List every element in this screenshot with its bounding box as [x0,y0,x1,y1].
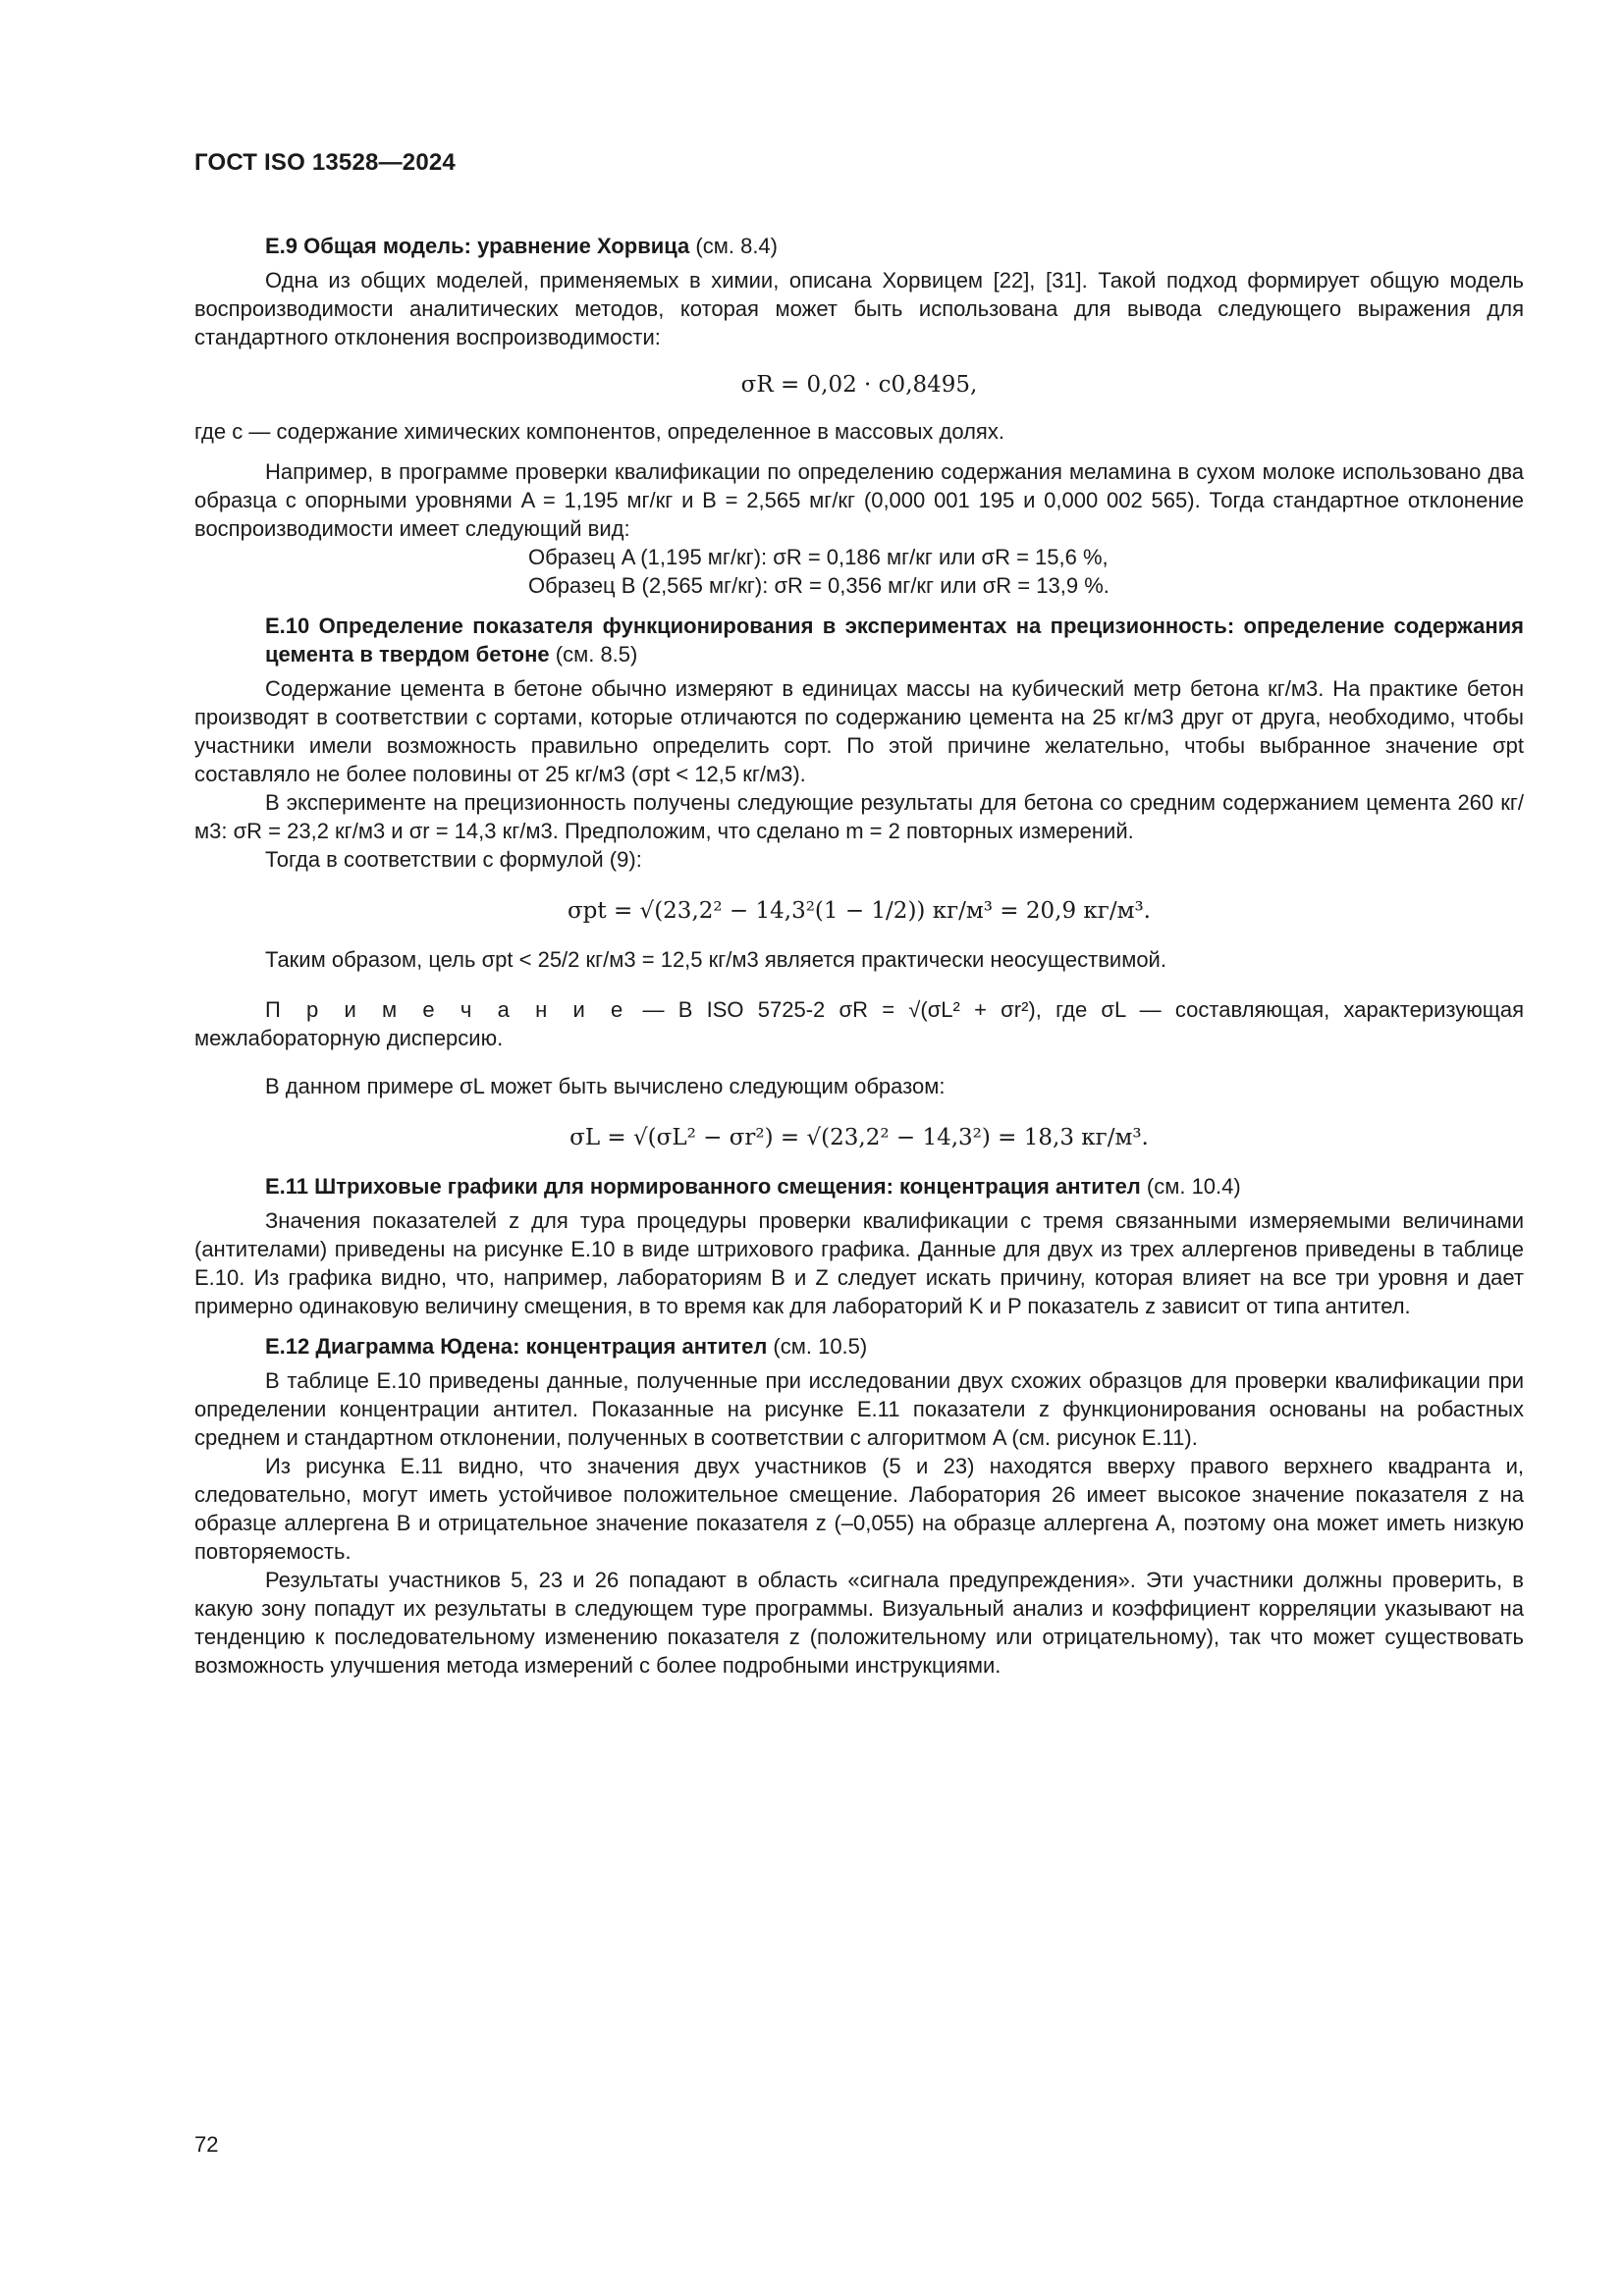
e10-note [194,995,1524,1052]
note-label: П р и м е ч а н и е [265,997,629,1022]
section-title-e11: E.11 Штриховые графики для нормированного смещения: концентрация антител (см. 10.4) [265,1174,1241,1199]
e10-paragraph-2: В эксперименте на прецизионность получены следующие результаты для бетона со средним содержанием цемента 260 кг/м3: σR = 23,2 кг/м3 и σr = 14,3 кг/м3. Предположим, что сделано m = 2 повторных измерений. [194,790,1524,843]
note-text: — В ISO 5725-2 σR = √(σL² + σr²), где σL — составляющая, характеризующая межлабораторную дисперсию. [194,997,1524,1050]
e10-formula-sigma-pt: σpt = √(23,2² − 14,3²(1 − 1/2)) кг/м³ = 20,9 кг/м³. [567,898,1151,924]
e10-paragraph-3: Тогда в соответствии с формулой (9): [265,847,642,872]
e12-paragraph-3: Результаты участников 5, 23 и 26 попадают в область «сигнала предупреждения». Эти участники должны проверить, в какую зону попадут их результаты в следующем туре программы. Визуальный анализ и коэффициент корреляции указывают на тенденцию к последовательному изменению показателя z (положительному или отрицательному), так что может существовать возможность улучшения метода измерений с более подробными инструкциями. [194,1568,1524,1678]
section-title-e12: E.12 Диаграмма Юдена: концентрация антител (см. 10.5) [265,1334,868,1359]
e10-paragraph-5: В данном примере σL может быть вычислено следующим образом: [265,1074,946,1098]
page-number: 72 [194,2132,219,2157]
e10-paragraph-4: Таким образом, цель σpt < 25/2 кг/м3 = 12,5 кг/м3 является практически неосуществимой. [265,947,1166,972]
e11-paragraph-1: Значения показателей z для тура процедуры проверки квалификации с тремя связанными измеряемыми величинами (антителами) приведены на рисунке E.10 в виде штрихового графика. Данные для двух из трех аллергенов приведены в таблице E.10. Из графика видно, что, например, лабораториям B и Z следует искать причину, которая влияет на все три уровня и дает примерно одинаковую величину смещения, в то время как для лабораторий K и P показатель z зависит от типа антител. [194,1208,1524,1318]
e10-formula-sigma-l: σL = √(σL² − σr²) = √(23,2² − 14,3²) = 18,3 кг/м³. [569,1125,1149,1150]
e12-paragraph-2: Из рисунка E.11 видно, что значения двух участников (5 и 23) находятся вверху правого верхнего квадранта и, следовательно, могут иметь устойчивое положительное смещение. Лаборатория 26 имеет высокое значение показателя z на образце аллергена B и отрицательное значение показателя z (–0,055) на образце аллергена A, поэтому она может иметь низкую повторяемость. [194,1454,1524,1564]
e9-paragraph-1: Одна из общих моделей, применяемых в химии, описана Хорвицем [22], [31]. Такой подход формирует общую модель воспроизводимости аналитических методов, которая может быть использована для вывода следующего выражения для стандартного отклонения воспроизводимости: [194,268,1524,349]
e12-paragraph-1: В таблице E.10 приведены данные, полученные при исследовании двух схожих образцов для проверки квалификации при определении концентрации антител. Показанные на рисунке E.11 показатели z функционирования основаны на робастных среднем и стандартном отклонении, полученных в соответствии с алгоритмом A (см. рисунок E.11). [194,1368,1524,1450]
e10-paragraph-1: Содержание цемента в бетоне обычно измеряют в единицах массы на кубический метр бетона кг/м3. На практике бетон производят в соответствии с сортами, которые отличаются по содержанию цемента на 25 кг/м3 друг от друга, необходимо, чтобы участники имели возможность правильно определить сорт. По этой причине желательно, чтобы выбранное значение σpt составляло не более половины от 25 кг/м3 (σpt < 12,5 кг/м3). [194,676,1524,786]
e9-paragraph-2: Например, в программе проверки квалификации по определению содержания меламина в сухом молоке использовано два образца с опорными уровнями A = 1,195 мг/кг и B = 2,565 мг/кг (0,000 001 195 и 0,000 002 565). Тогда стандартное отклонение воспроизводимости имеет следующий вид: [194,459,1524,541]
e9-where-clause: где c — содержание химических компонентов, определенное в массовых долях. [194,419,1004,444]
e9-horwitz-formula: σR = 0,02 · c0,8495, [740,372,978,398]
e9-sample-a: Образец A (1,195 мг/кг): σR = 0,186 мг/кг или σR = 15,6 %, [528,545,1109,569]
e9-sample-b: Образец B (2,565 мг/кг): σR = 0,356 мг/кг или σR = 13,9 %. [528,573,1110,598]
page-content [194,222,1524,1680]
document-header: ГОСТ ISO 13528—2024 [194,149,456,176]
section-title-e10: E.10 Определение показателя функционирования в экспериментах на прецизионность: определение содержания цемента в твердом бетоне (см. 8.5) [265,614,1524,667]
section-title-e9: E.9 Общая модель: уравнение Хорвица (см. 8.4) [265,234,778,258]
